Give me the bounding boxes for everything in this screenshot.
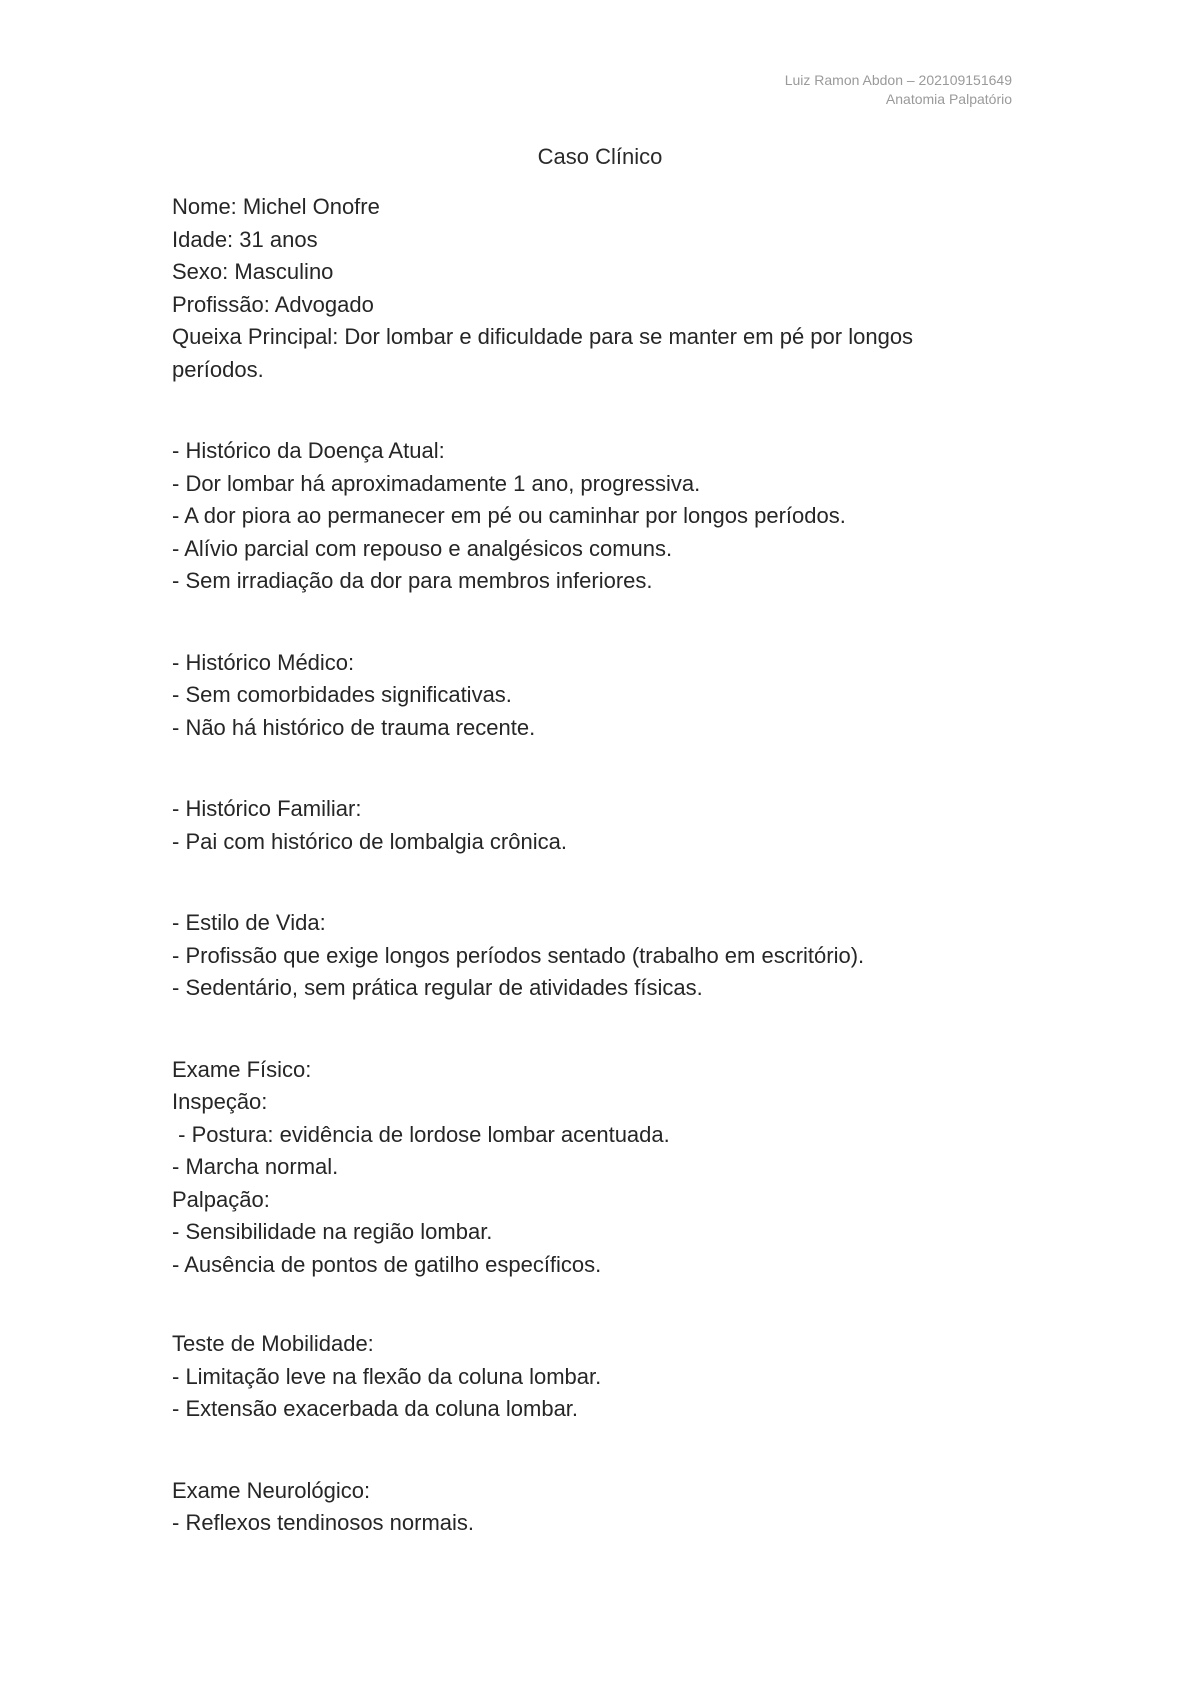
section-spacer (172, 1005, 1032, 1054)
neuro-exam-heading: Exame Neurológico: (172, 1477, 371, 1503)
chief-complaint-line-1: Queixa Principal: Dor lombar e dificuldade para se manter em pé por longos (172, 324, 914, 349)
neuro-exam-section (172, 1475, 1032, 1540)
medical-history-section (172, 647, 1032, 745)
lifestyle-section (172, 907, 1032, 1005)
mobility-test-item: - Extensão exacerbada da coluna lombar. (172, 1396, 579, 1421)
inspection-heading: Inspeção: (172, 1089, 268, 1114)
lifestyle-item: - Sedentário, sem prática regular de atividades físicas. (172, 975, 703, 1000)
document-title: Caso Clínico (537, 144, 663, 169)
mobility-test-section (172, 1328, 1032, 1426)
physical-exam-heading: Exame Físico: (172, 1056, 312, 1082)
lifestyle-heading: - Estilo de Vida: (172, 910, 326, 935)
medical-history-heading: - Histórico Médico: (172, 649, 355, 675)
palpation-heading: Palpação: (172, 1186, 270, 1212)
current-illness-item: - Alívio parcial com repouso e analgésicos comuns. (172, 535, 673, 561)
current-illness-item: - A dor piora ao permanecer em pé ou caminhar por longos períodos. (172, 503, 846, 528)
lifestyle-item: - Profissão que exige longos períodos sentado (trabalho em escritório). (172, 942, 865, 968)
palpation-item: - Sensibilidade na região lombar. (172, 1219, 493, 1244)
inspection-item: - Marcha normal. (172, 1154, 339, 1179)
document-body (172, 191, 1032, 1540)
patient-age: Idade: 31 anos (172, 226, 318, 252)
family-history-section (172, 793, 1032, 858)
mobility-test-heading: Teste de Mobilidade: (172, 1331, 374, 1356)
family-history-item: - Pai com histórico de lombalgia crônica. (172, 828, 567, 854)
current-illness-heading: - Histórico da Doença Atual: (172, 438, 445, 463)
patient-profession: Profissão: Advogado (172, 291, 374, 317)
header-course-line: Anatomia Palpatório (885, 91, 1012, 107)
section-spacer (172, 858, 1032, 907)
current-illness-section (172, 435, 1032, 598)
section-spacer (172, 386, 1032, 435)
medical-history-item: - Não há histórico de trauma recente. (172, 714, 536, 740)
patient-name: Nome: Michel Onofre (172, 194, 380, 219)
family-history-heading: - Histórico Familiar: (172, 796, 362, 821)
section-spacer (172, 1281, 1032, 1328)
palpation-item: - Ausência de pontos de gatilho específicos. (172, 1251, 602, 1277)
section-spacer (172, 1426, 1032, 1475)
current-illness-item: - Sem irradiação da dor para membros inferiores. (172, 568, 653, 593)
chief-complaint-line-2: períodos. (172, 356, 264, 382)
patient-sex: Sexo: Masculino (172, 259, 334, 284)
patient-info-section (172, 191, 1032, 386)
page-header (785, 71, 1012, 109)
header-author-line: Luiz Ramon Abdon – 202109151649 (784, 72, 1012, 88)
mobility-test-item: - Limitação leve na flexão da coluna lombar. (172, 1363, 602, 1389)
inspection-item: - Postura: evidência de lordose lombar acentuada. (172, 1121, 670, 1147)
neuro-exam-item: - Reflexos tendinosos normais. (172, 1510, 475, 1535)
section-spacer (172, 744, 1032, 793)
current-illness-item: - Dor lombar há aproximadamente 1 ano, progressiva. (172, 470, 701, 496)
section-spacer (172, 598, 1032, 647)
medical-history-item: - Sem comorbidades significativas. (172, 682, 512, 707)
physical-exam-section (172, 1054, 1032, 1282)
